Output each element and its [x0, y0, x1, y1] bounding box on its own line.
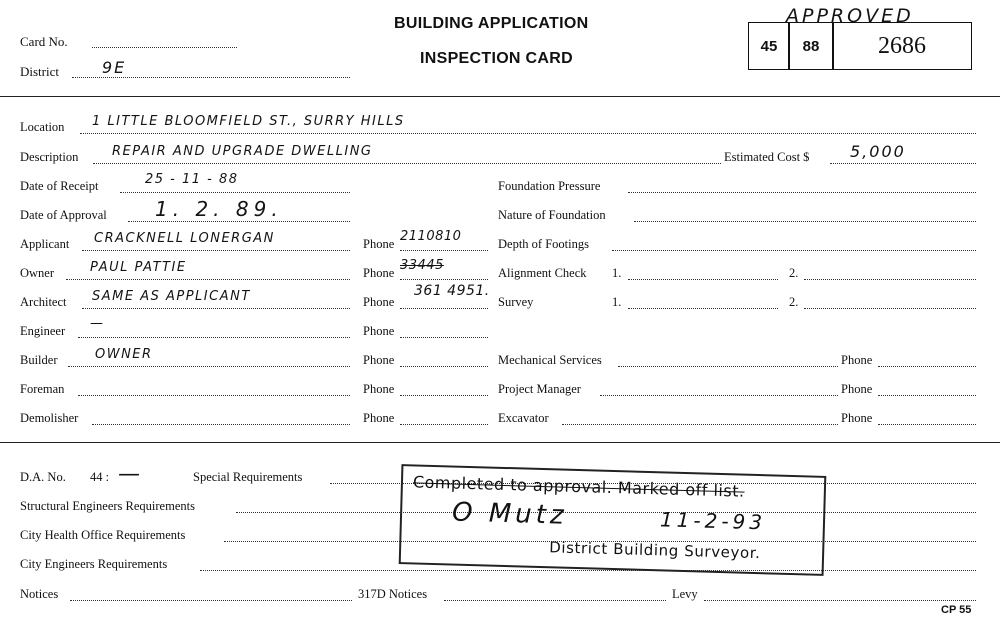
da-no-label: D.A. No.	[20, 470, 66, 484]
architect-value[interactable]: SAME AS APPLICANT	[92, 289, 251, 304]
demolisher-label: Demolisher	[20, 411, 79, 425]
nature-foundation-line[interactable]	[634, 221, 976, 222]
estimated-cost-line	[830, 163, 976, 164]
date-approval-line	[128, 221, 350, 222]
header-divider	[0, 96, 1000, 97]
mechanical-services-line[interactable]	[618, 366, 838, 367]
stamp-surveyor-text: District Building Surveyor.	[548, 538, 761, 563]
engineer-value[interactable]: —	[90, 316, 105, 331]
estimated-cost-label: Estimated Cost $	[724, 150, 810, 164]
foreman-phone-line[interactable]	[400, 395, 488, 396]
city-health-label: City Health Office Requirements	[20, 528, 186, 542]
location-line	[80, 133, 976, 134]
owner-phone-value[interactable]: 33445	[400, 258, 444, 273]
alignment-check-1: 1.	[612, 266, 622, 280]
architect-phone-line	[400, 308, 488, 309]
engineer-phone-line[interactable]	[400, 337, 488, 338]
demolisher-line[interactable]	[92, 424, 350, 425]
depth-footings-label: Depth of Footings	[498, 237, 589, 251]
applicant-line	[82, 250, 350, 251]
city-engineers-label: City Engineers Requirements	[20, 557, 168, 571]
card-no-line[interactable]	[92, 47, 237, 48]
architect-phone-value[interactable]: 361 4951.	[414, 283, 490, 299]
notices-317d-label: 317D Notices	[358, 587, 428, 601]
applicant-phone-value[interactable]: 2110810	[400, 229, 462, 244]
da-no-mark: —	[118, 462, 142, 487]
builder-phone-line[interactable]	[400, 366, 488, 367]
project-manager-line[interactable]	[600, 395, 838, 396]
mechanical-services-label: Mechanical Services	[498, 353, 602, 367]
structural-req-label: Structural Engineers Requirements	[20, 499, 195, 513]
notices-label: Notices	[20, 587, 59, 601]
estimated-cost-value[interactable]: 5,000	[850, 142, 906, 161]
form-subtitle: INSPECTION CARD	[420, 50, 573, 67]
applicant-value[interactable]: CRACKNELL LONERGAN	[94, 231, 275, 246]
architect-phone-label: Phone	[363, 295, 395, 309]
foreman-line[interactable]	[78, 395, 350, 396]
foundation-pressure-line[interactable]	[628, 192, 976, 193]
completion-stamp	[399, 464, 827, 576]
description-line	[93, 163, 721, 164]
excavator-line[interactable]	[562, 424, 838, 425]
description-label: Description	[20, 150, 79, 164]
location-label: Location	[20, 120, 65, 134]
alignment-check-label: Alignment Check	[498, 266, 587, 280]
survey-1-line[interactable]	[628, 308, 778, 309]
stamp-signature: O Mutz	[451, 497, 569, 531]
notices-317d-line[interactable]	[444, 600, 666, 601]
applicant-label: Applicant	[20, 237, 70, 251]
architect-line	[82, 308, 350, 309]
mechanical-phone-label: Phone	[841, 353, 873, 367]
form-code: CP 55	[941, 604, 972, 616]
excavator-phone-label: Phone	[841, 411, 873, 425]
app-no-box-a: 45	[748, 22, 790, 70]
project-manager-phone-label: Phone	[841, 382, 873, 396]
foreman-label: Foreman	[20, 382, 65, 396]
approved-handwritten: APPROVED	[786, 5, 914, 27]
builder-label: Builder	[20, 353, 58, 367]
demolisher-phone-label: Phone	[363, 411, 395, 425]
card-no-label: Card No.	[20, 34, 68, 49]
levy-label: Levy	[672, 587, 698, 601]
survey-2-line[interactable]	[804, 308, 976, 309]
owner-phone-line	[400, 279, 488, 280]
district-label: District	[20, 64, 59, 79]
requirements-divider	[0, 442, 1000, 443]
foundation-pressure-label: Foundation Pressure	[498, 179, 601, 193]
architect-label: Architect	[20, 295, 67, 309]
excavator-phone-line[interactable]	[878, 424, 976, 425]
survey-1: 1.	[612, 295, 622, 309]
survey-2: 2.	[789, 295, 799, 309]
date-receipt-line	[120, 192, 350, 193]
district-value[interactable]: 9E	[102, 58, 127, 77]
mechanical-phone-line[interactable]	[878, 366, 976, 367]
date-approval-value[interactable]: 1. 2. 89.	[155, 197, 283, 221]
stamp-completed-text: Completed to approval. Marked off list.	[412, 472, 745, 501]
form-title: BUILDING APPLICATION	[394, 15, 589, 32]
alignment-check-2-line[interactable]	[804, 279, 976, 280]
app-no-box-c: 2686	[832, 22, 972, 70]
da-no-value[interactable]: 44 :	[90, 470, 110, 484]
engineer-phone-label: Phone	[363, 324, 395, 338]
builder-phone-label: Phone	[363, 353, 395, 367]
special-req-label: Special Requirements	[193, 470, 303, 484]
district-line	[72, 77, 350, 78]
city-engineers-line[interactable]	[200, 570, 976, 571]
builder-value[interactable]: OWNER	[95, 347, 153, 362]
depth-footings-line[interactable]	[612, 250, 976, 251]
applicant-phone-label: Phone	[363, 237, 395, 251]
alignment-check-1-line[interactable]	[628, 279, 778, 280]
date-receipt-label: Date of Receipt	[20, 179, 99, 193]
engineer-label: Engineer	[20, 324, 66, 338]
project-manager-label: Project Manager	[498, 382, 581, 396]
owner-label: Owner	[20, 266, 55, 280]
alignment-check-2: 2.	[789, 266, 799, 280]
owner-value[interactable]: PAUL PATTIE	[90, 260, 187, 275]
demolisher-phone-line[interactable]	[400, 424, 488, 425]
applicant-phone-line	[400, 250, 488, 251]
levy-line[interactable]	[704, 600, 976, 601]
stamp-date: 11-2-93	[659, 507, 767, 535]
engineer-line	[78, 337, 350, 338]
date-receipt-value[interactable]: 25 - 11 - 88	[145, 172, 239, 187]
project-manager-phone-line[interactable]	[878, 395, 976, 396]
owner-phone-label: Phone	[363, 266, 395, 280]
builder-line	[68, 366, 350, 367]
excavator-label: Excavator	[498, 411, 549, 425]
nature-foundation-label: Nature of Foundation	[498, 208, 606, 222]
notices-line[interactable]	[70, 600, 352, 601]
location-value[interactable]: 1 LITTLE BLOOMFIELD ST., SURRY HILLS	[92, 114, 405, 129]
foreman-phone-label: Phone	[363, 382, 395, 396]
description-value[interactable]: REPAIR AND UPGRADE DWELLING	[112, 144, 373, 159]
survey-label: Survey	[498, 295, 534, 309]
owner-line	[66, 279, 350, 280]
app-no-box-b: 88	[788, 22, 834, 70]
date-approval-label: Date of Approval	[20, 208, 107, 222]
